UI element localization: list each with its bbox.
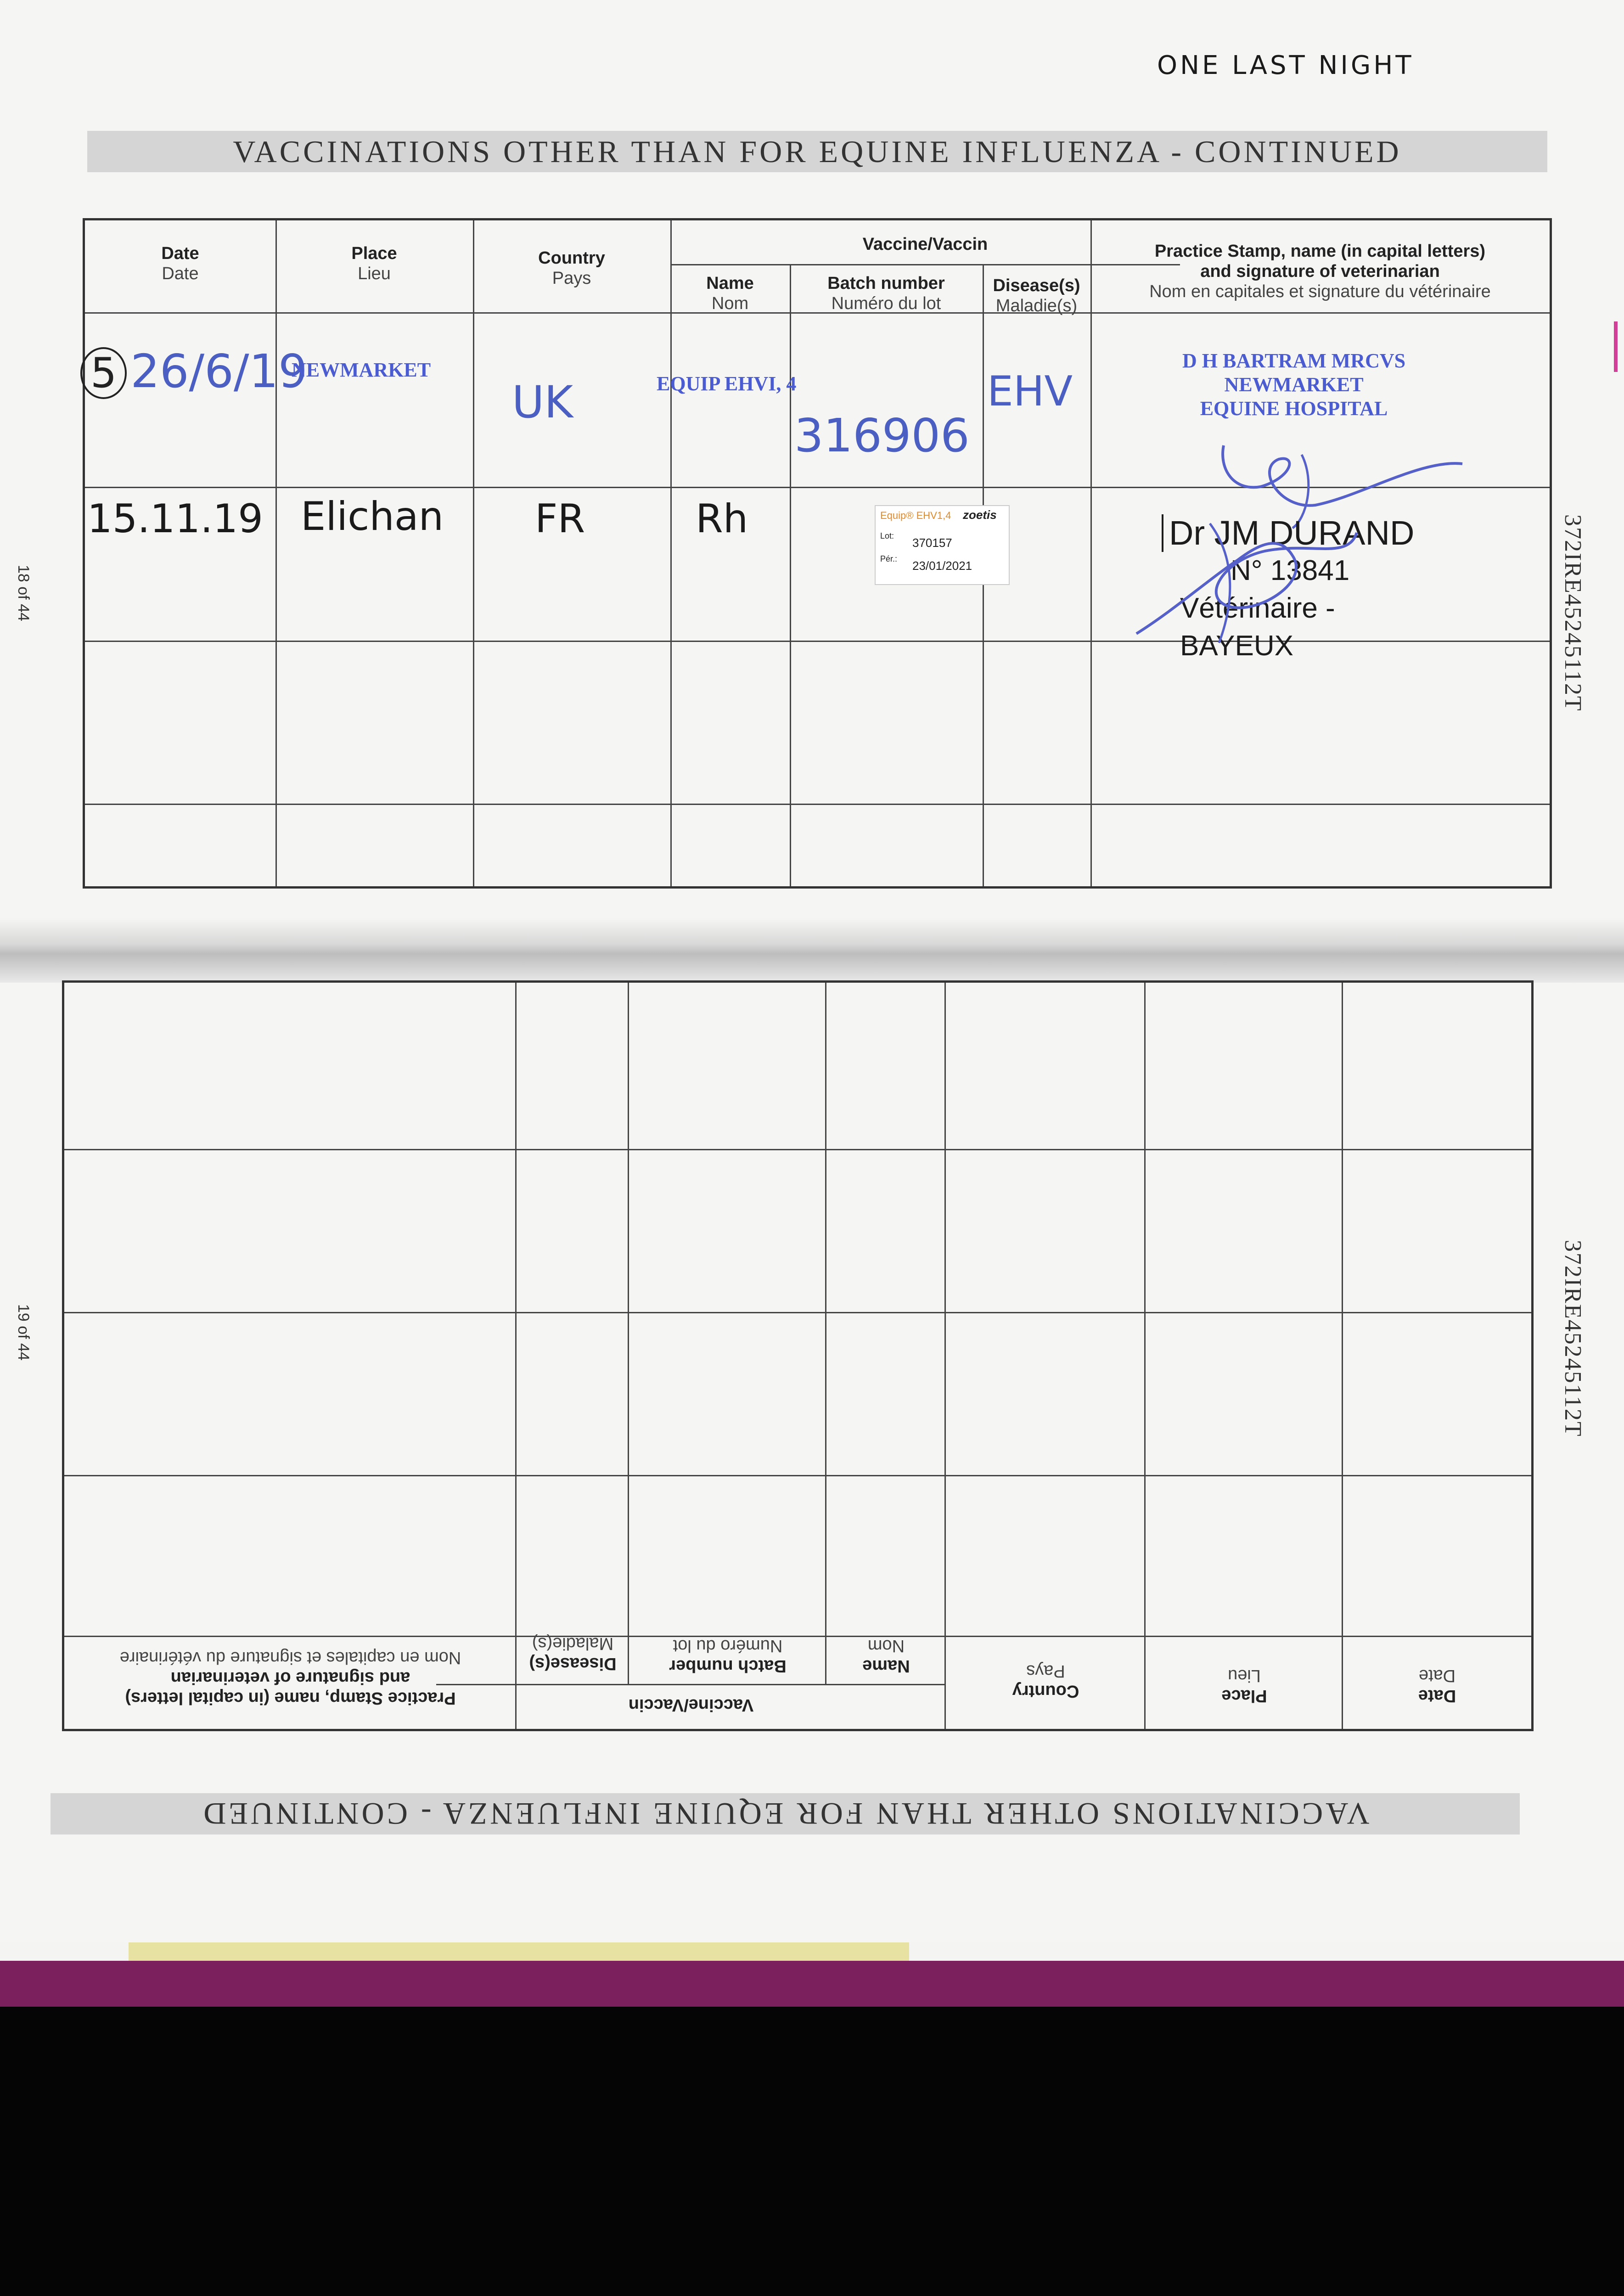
lower-header-disease: Disease(s) Maladie(s) (529, 1634, 617, 1673)
row2-stamp-line2: N° 13841 (1231, 555, 1350, 586)
lower-header-vaccine: Vaccine/Vaccin (628, 1695, 754, 1715)
sticker-brand: Equip® EHV1,4 (880, 510, 951, 521)
row1-country: UK (512, 377, 573, 428)
lower-header-name: Name Nom (862, 1636, 910, 1676)
sticker-lot-label: Lot: (880, 531, 894, 540)
row2-place: Elichan (301, 494, 444, 540)
sticker-exp-label: Pér.: (880, 554, 898, 563)
page-fold (0, 918, 1624, 983)
purple-cover-edge (0, 1961, 1624, 2007)
header-batch: Batch number Numéro du lot (827, 274, 945, 313)
sticker-maker: zoetis (963, 508, 997, 522)
sticker-lot: 370157 (912, 536, 952, 550)
header-disease: Disease(s) Maladie(s) (993, 276, 1080, 315)
lower-page-number: 19 of 44 (15, 1304, 32, 1361)
row2-signature (1118, 505, 1439, 652)
row1-index: 5 (80, 347, 127, 399)
sticker-exp: 23/01/2021 (912, 559, 972, 573)
vaccine-sticker (875, 505, 1010, 585)
row1-disease: EHV (987, 367, 1073, 416)
lower-header-stamp: Practice Stamp, name (in capital letters) and signature of veterinarian Nom en capitales et signature du vétérinaire (119, 1648, 461, 1708)
header-date: Date Date (161, 244, 199, 283)
upper-vaccination-table (83, 218, 1552, 889)
lower-header-place: Place Lieu (1221, 1666, 1267, 1705)
row1-vaccine-name: EQUIP EHVI, 4 (657, 372, 797, 395)
row1-batch: 316906 (794, 409, 970, 462)
header-country: Country Pays (538, 248, 605, 288)
row1-practice-stamp: D H BARTRAM MRCVS NEWMARKET EQUINE HOSPITAL (1182, 349, 1406, 420)
row2-date: 15.11.19 (87, 496, 263, 542)
row1-place-stamp: NEWMARKET (292, 359, 431, 381)
lower-side-id: 372IRE45245112T (1560, 1240, 1586, 1437)
handwritten-top-note: ONE LAST NIGHT (1157, 51, 1414, 80)
row2-stamp-line3: Vétérinaire - BAYEUX (1180, 592, 1335, 662)
scanner-background (0, 2007, 1624, 2296)
header-name: Name Nom (706, 274, 754, 313)
upper-banner-title: VACCINATIONS OTHER THAN FOR EQUINE INFLUENZA - CONTINUED (233, 134, 1402, 169)
upper-page-number: 18 of 44 (15, 565, 32, 621)
upper-banner (87, 131, 1547, 172)
lower-banner-title: VACCINATIONS OTHER THAN FOR EQUINE INFLUENZA - CONTINUED (201, 1796, 1370, 1832)
upper-side-id: 372IRE45245112T (1560, 514, 1586, 712)
header-vaccine: Vaccine/Vaccin (862, 235, 988, 254)
tab-marker (1614, 321, 1618, 372)
lower-vaccination-table (62, 980, 1534, 1731)
lower-banner (51, 1793, 1520, 1835)
lower-header-date: Date Date (1418, 1666, 1456, 1705)
header-place: Place Lieu (351, 244, 397, 283)
row2-country: FR (535, 496, 585, 542)
row1-date: 5 26/6/19 (80, 344, 308, 398)
header-stamp: Practice Stamp, name (in capital letters) and signature of veterinarian Nom en capitales et signature du vétérinaire (1149, 242, 1491, 301)
row2-stamp-line1: Dr JM DURAND (1162, 514, 1455, 552)
lower-header-country: Country Pays (1012, 1661, 1079, 1701)
row2-vaccine-name: Rh (696, 496, 748, 542)
lower-header-batch: Batch number Numéro du lot (669, 1636, 787, 1676)
